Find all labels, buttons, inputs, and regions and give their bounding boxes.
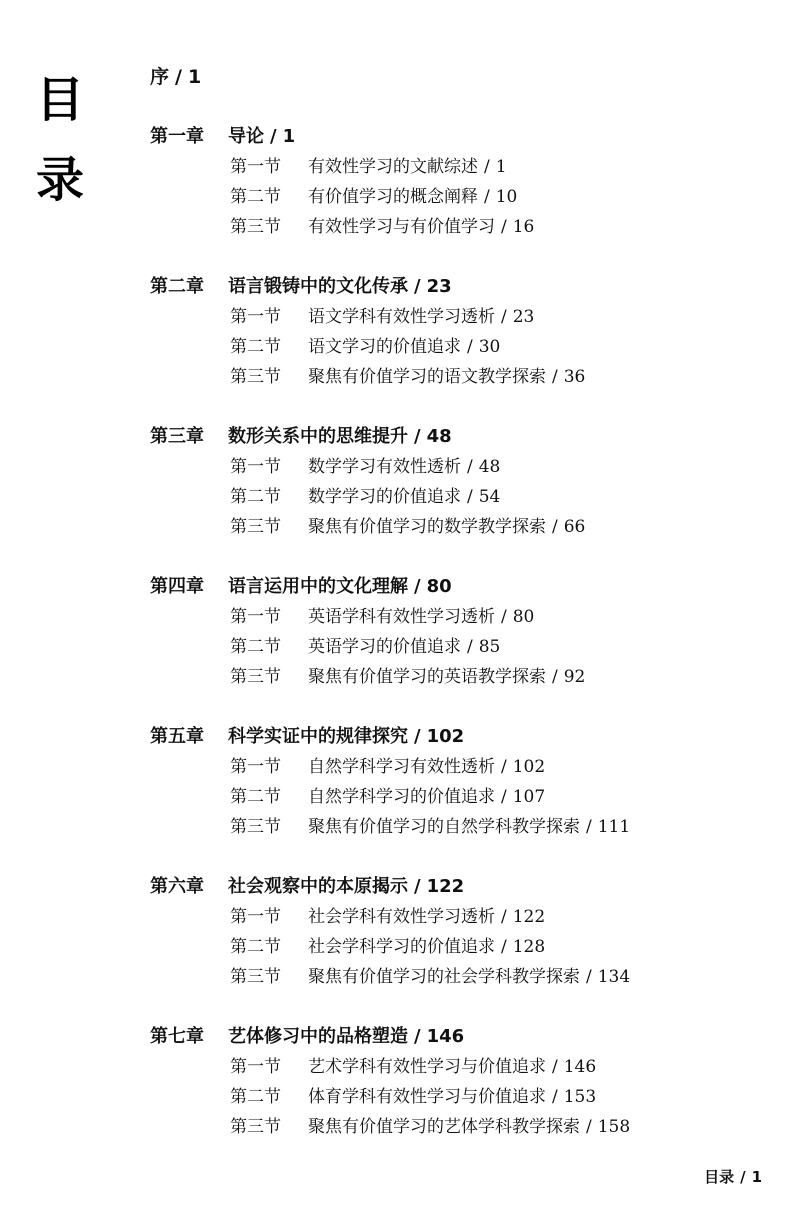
section-label: 第一节	[230, 907, 281, 927]
section-label: 第二节	[230, 487, 281, 507]
section-label: 第一节	[230, 307, 281, 327]
chapter-page: 122	[426, 876, 465, 897]
chapter-title: 数形关系中的思维提升	[228, 426, 408, 447]
chapter-label: 第七章	[150, 1026, 204, 1047]
section-entry[interactable]: 第一节 英语学科有效性学习透析 / 80	[150, 602, 750, 632]
chapter-title: 导论	[228, 126, 264, 147]
section-entry[interactable]: 第二节 自然学科学习的价值追求 / 107	[150, 782, 750, 812]
section-title: 有价值学习的概念阐释	[308, 187, 478, 207]
section-entry[interactable]: 第二节 体育学科有效性学习与价值追求 / 153	[150, 1082, 750, 1112]
section-title: 聚焦有价值学习的英语教学探索	[308, 667, 546, 687]
section-page: 128	[512, 937, 546, 957]
section-label: 第三节	[230, 367, 281, 387]
section-page: 80	[512, 607, 535, 627]
section-entry[interactable]: 第一节 自然学科学习有效性透析 / 102	[150, 752, 750, 782]
chapter-heading[interactable]: 第四章 语言运用中的文化理解 / 80	[150, 572, 750, 602]
preface-page: 1	[187, 66, 202, 88]
side-title-char: 录	[36, 152, 85, 208]
chapter-page: 1	[282, 126, 296, 147]
chapter-title: 艺体修习中的品格塑造	[228, 1026, 408, 1047]
section-page: 48	[478, 457, 501, 477]
section-page: 146	[563, 1057, 597, 1077]
section-entry[interactable]: 第三节 聚焦有价值学习的数学教学探索 / 66	[150, 512, 750, 542]
section-title: 社会学科有效性学习透析	[308, 907, 495, 927]
chapter-title: 社会观察中的本原揭示	[228, 876, 408, 897]
section-entry[interactable]: 第二节 语文学习的价值追求 / 30	[150, 332, 750, 362]
section-entry[interactable]: 第一节 语文学科有效性学习透析 / 23	[150, 302, 750, 332]
section-label: 第一节	[230, 757, 281, 777]
table-of-contents	[150, 62, 750, 1142]
chapter-label: 第三章	[150, 426, 204, 447]
preface-entry[interactable]: 序 / 1	[150, 66, 202, 88]
chapter-label: 第六章	[150, 876, 204, 897]
chapter-heading[interactable]: 第五章 科学实证中的规律探究 / 102	[150, 722, 750, 752]
section-title: 聚焦有价值学习的自然学科教学探索	[308, 817, 580, 837]
section-label: 第二节	[230, 937, 281, 957]
section-title: 聚焦有价值学习的艺体学科教学探索	[308, 1117, 580, 1137]
chapter-entry	[150, 722, 750, 842]
section-entry[interactable]: 第一节 数学学习有效性透析 / 48	[150, 452, 750, 482]
chapter-entry	[150, 422, 750, 542]
preface-title: 序	[150, 66, 170, 88]
section-entry[interactable]: 第二节 数学学习的价值追求 / 54	[150, 482, 750, 512]
section-label: 第三节	[230, 817, 281, 837]
section-page: 85	[478, 637, 501, 657]
section-page: 107	[512, 787, 546, 807]
section-label: 第一节	[230, 457, 281, 477]
section-title: 语文学习的价值追求	[308, 337, 461, 357]
chapter-entry	[150, 1022, 750, 1142]
section-title: 聚焦有价值学习的社会学科教学探索	[308, 967, 580, 987]
section-label: 第二节	[230, 637, 281, 657]
section-title: 艺术学科有效性学习与价值追求	[308, 1057, 546, 1077]
side-title	[36, 60, 96, 220]
section-page: 1	[495, 157, 507, 177]
chapter-title: 科学实证中的规律探究	[228, 726, 408, 747]
section-title: 英语学科有效性学习透析	[308, 607, 495, 627]
section-label: 第二节	[230, 787, 281, 807]
section-page: 36	[563, 367, 586, 387]
chapter-title: 语言锻铸中的文化传承	[228, 276, 408, 297]
section-label: 第三节	[230, 217, 281, 237]
section-page: 111	[597, 817, 631, 837]
section-entry[interactable]: 第一节 艺术学科有效性学习与价值追求 / 146	[150, 1052, 750, 1082]
chapter-heading[interactable]: 第七章 艺体修习中的品格塑造 / 146	[150, 1022, 750, 1052]
section-title: 英语学习的价值追求	[308, 637, 461, 657]
chapter-page: 146	[426, 1026, 465, 1047]
section-entry[interactable]: 第一节 有效性学习的文献综述 / 1	[150, 152, 750, 182]
section-page: 30	[478, 337, 501, 357]
chapter-label: 第五章	[150, 726, 204, 747]
section-title: 社会学科学习的价值追求	[308, 937, 495, 957]
section-entry[interactable]: 第二节 社会学科学习的价值追求 / 128	[150, 932, 750, 962]
section-label: 第二节	[230, 187, 281, 207]
section-page: 23	[512, 307, 535, 327]
section-entry[interactable]: 第二节 有价值学习的概念阐释 / 10	[150, 182, 750, 212]
chapter-list	[150, 122, 750, 1142]
chapter-page: 23	[426, 276, 452, 297]
section-entry[interactable]: 第一节 社会学科有效性学习透析 / 122	[150, 902, 750, 932]
chapter-entry	[150, 572, 750, 692]
section-label: 第三节	[230, 667, 281, 687]
section-label: 第三节	[230, 967, 281, 987]
section-label: 第一节	[230, 607, 281, 627]
section-title: 聚焦有价值学习的数学教学探索	[308, 517, 546, 537]
section-title: 有效性学习的文献综述	[308, 157, 478, 177]
chapter-entry	[150, 872, 750, 992]
section-entry[interactable]: 第二节 英语学习的价值追求 / 85	[150, 632, 750, 662]
section-label: 第三节	[230, 517, 281, 537]
chapter-heading[interactable]: 第一章 导论 / 1	[150, 122, 750, 152]
section-title: 体育学科有效性学习与价值追求	[308, 1087, 546, 1107]
section-title: 自然学科学习的价值追求	[308, 787, 495, 807]
section-page: 92	[563, 667, 586, 687]
chapter-label: 第四章	[150, 576, 204, 597]
chapter-label: 第二章	[150, 276, 204, 297]
section-page: 16	[512, 217, 535, 237]
chapter-heading[interactable]: 第二章 语言锻铸中的文化传承 / 23	[150, 272, 750, 302]
section-label: 第三节	[230, 1117, 281, 1137]
section-entry[interactable]: 第三节 聚焦有价值学习的语文教学探索 / 36	[150, 362, 750, 392]
section-title: 数学学习有效性透析	[308, 457, 461, 477]
footer-label: 目录	[704, 1168, 735, 1186]
section-page: 54	[478, 487, 501, 507]
section-page: 122	[512, 907, 546, 927]
chapter-title: 语言运用中的文化理解	[228, 576, 408, 597]
section-page: 134	[597, 967, 631, 987]
section-title: 有效性学习与有价值学习	[308, 217, 495, 237]
chapter-heading[interactable]: 第三章 数形关系中的思维提升 / 48	[150, 422, 750, 452]
section-entry[interactable]: 第三节 聚焦有价值学习的英语教学探索 / 92	[150, 662, 750, 692]
section-page: 66	[563, 517, 586, 537]
chapter-page: 102	[426, 726, 465, 747]
side-title-char: 目	[36, 72, 85, 128]
section-label: 第二节	[230, 1087, 281, 1107]
section-entry[interactable]: 第三节 聚焦有价值学习的自然学科教学探索 / 111	[150, 812, 750, 842]
section-entry[interactable]: 第三节 有效性学习与有价值学习 / 16	[150, 212, 750, 242]
footer-page-number: 1	[751, 1168, 762, 1186]
section-title: 语文学科有效性学习透析	[308, 307, 495, 327]
section-page: 10	[495, 187, 518, 207]
section-title: 数学学习的价值追求	[308, 487, 461, 507]
section-title: 自然学科学习有效性透析	[308, 757, 495, 777]
chapter-heading[interactable]: 第六章 社会观察中的本原揭示 / 122	[150, 872, 750, 902]
section-label: 第一节	[230, 157, 281, 177]
chapter-page: 80	[426, 576, 452, 597]
section-title: 聚焦有价值学习的语文教学探索	[308, 367, 546, 387]
section-page: 158	[597, 1117, 631, 1137]
chapter-entry	[150, 272, 750, 392]
section-label: 第一节	[230, 1057, 281, 1077]
page-footer: 目录 / 1	[704, 1168, 762, 1186]
chapter-label: 第一章	[150, 126, 204, 147]
chapter-page: 48	[426, 426, 452, 447]
section-label: 第二节	[230, 337, 281, 357]
section-page: 102	[512, 757, 546, 777]
section-entry[interactable]: 第三节 聚焦有价值学习的社会学科教学探索 / 134	[150, 962, 750, 992]
section-entry[interactable]: 第三节 聚焦有价值学习的艺体学科教学探索 / 158	[150, 1112, 750, 1142]
section-page: 153	[563, 1087, 597, 1107]
chapter-entry	[150, 122, 750, 242]
